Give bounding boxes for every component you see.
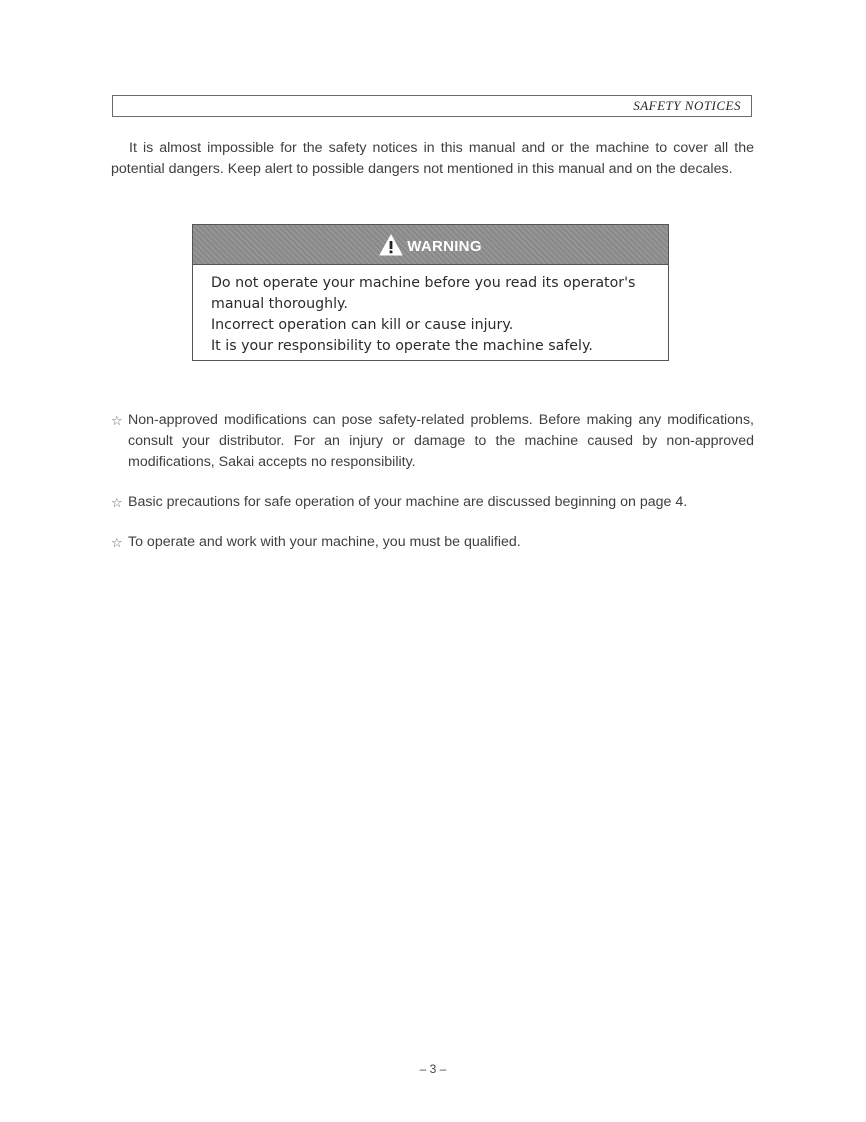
star-bullet-icon: ☆ <box>111 495 123 510</box>
warning-title: WARNING <box>407 238 482 255</box>
warning-line: manual thoroughly. <box>211 296 348 312</box>
note-text: Basic precautions for safe operation of your machine are discussed beginning on page 4. <box>128 494 688 510</box>
section-header <box>112 95 752 117</box>
warning-line: Incorrect operation can kill or cause injury. <box>211 317 514 333</box>
star-bullet-icon: ☆ <box>111 413 123 428</box>
section-title: SAFETY NOTICES <box>633 98 741 113</box>
list-item <box>111 410 754 473</box>
notes-list <box>111 410 754 572</box>
warning-box <box>192 224 669 361</box>
list-item <box>111 492 754 513</box>
warning-line: Do not operate your machine before you read its operator's <box>211 275 636 291</box>
note-text: To operate and work with your machine, you must be qualified. <box>128 534 521 550</box>
page-number: – 3 – <box>419 1062 447 1076</box>
list-item <box>111 532 754 553</box>
warning-line: It is your responsibility to operate the machine safely. <box>211 338 593 354</box>
warning-header <box>193 225 668 265</box>
warning-triangle-icon <box>379 234 403 256</box>
warning-body <box>193 265 668 357</box>
star-bullet-icon: ☆ <box>111 535 123 550</box>
intro-paragraph: It is almost impossible for the safety notices in this manual and or the machine to cover all the potential dangers. Keep alert to possible dangers not mentioned in this manual and on the decales. <box>111 140 754 177</box>
note-text: Non-approved modifications can pose safety-related problems. Before making any modifications, consult your distributor. For an injury or damage to the machine caused by non-approved modifications, Sakai accepts no responsibility. <box>128 412 754 470</box>
